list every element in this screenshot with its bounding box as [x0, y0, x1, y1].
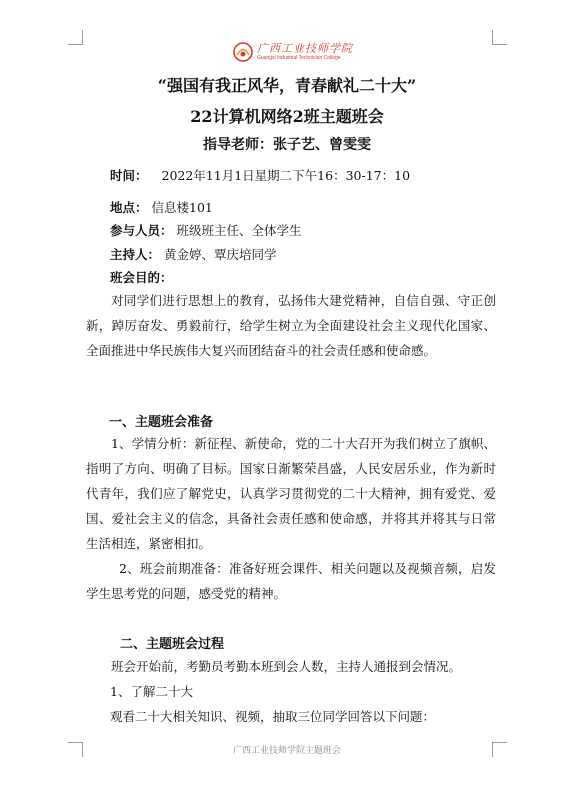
- purpose-row: [110, 268, 173, 286]
- host-value: 黄金婷、覃庆培同学: [164, 247, 277, 262]
- section1-paragraph-1: 1、学情分析：新征程、新使命，党的二十大召开为我们树立了旗帜、指明了方向、明确了目标。国家日渐繁荣昌盛，人民安居乐业，作为新时代青年，我们应了解党史，认真学习贯彻党的二十大精神，拥有爱党、爱国、爱社会主义的信念，具备社会责任感和使命感，并将其并将其与日常生活相连，紧密相扣。: [86, 436, 496, 551]
- section2-paragraph-3: 观看二十大相关知识、视频，抽取三位同学回答以下问题：: [110, 709, 436, 724]
- section1-paragraph-2: 2、班会前期准备：准备好班会课件、相关问题以及视频音频，启发学生思考党的问题，感受党的精神。: [86, 561, 496, 601]
- section1-heading: 一、主题班会准备: [109, 415, 214, 430]
- participants-label: 参与人员：: [110, 223, 173, 238]
- place-value: 信息楼101: [151, 200, 213, 215]
- purpose-label: 班会目的：: [110, 270, 173, 285]
- place-row: [110, 198, 213, 216]
- logo-english-name: Guangxi Industrial Technician College: [257, 55, 341, 61]
- time-value: 2022年11月1日星期二下午16：30-17：10: [161, 168, 411, 183]
- college-emblem-icon: [233, 42, 253, 62]
- college-logo: [233, 40, 353, 64]
- purpose-paragraph: 对同学们进行思想上的教育，弘扬伟大建党精神，自信自强、守正创新，踔厉奋发、勇毅前行，给学生树立为全面建设社会主义现代化国家、全面推进中华民族伟大复兴而团结奋斗的社会责任感和使命感。: [86, 293, 496, 358]
- place-label: 地点：: [110, 200, 148, 215]
- host-row: [110, 245, 277, 263]
- time-row: [110, 166, 410, 184]
- section2-item-1: 1、了解二十大: [110, 684, 193, 699]
- participants-value: 班级班主任、全体学生: [176, 223, 302, 238]
- time-label: 时间：: [110, 168, 148, 183]
- document-title: “强国有我正风华，青春献礼二十大”: [157, 76, 417, 95]
- page-footer: 广西工业技师学院主题班会: [232, 745, 341, 755]
- section2-heading: 二、主题班会过程: [120, 637, 225, 652]
- participants-row: [110, 221, 302, 239]
- document-subtitle: 22计算机网络2班主题班会: [190, 107, 384, 126]
- host-label: 主持人：: [110, 247, 161, 262]
- section2-paragraph-1: 班会开始前，考勤员考勤本班到会人数，主持人通报到会情况。: [111, 659, 462, 674]
- crop-mark-top-left: [68, 30, 83, 45]
- advisor-line: 指导老师：张子艺、曾雯雯: [203, 137, 371, 153]
- crop-mark-top-right: [492, 30, 507, 45]
- logo-chinese-name: 广西工业技师学院: [257, 42, 353, 55]
